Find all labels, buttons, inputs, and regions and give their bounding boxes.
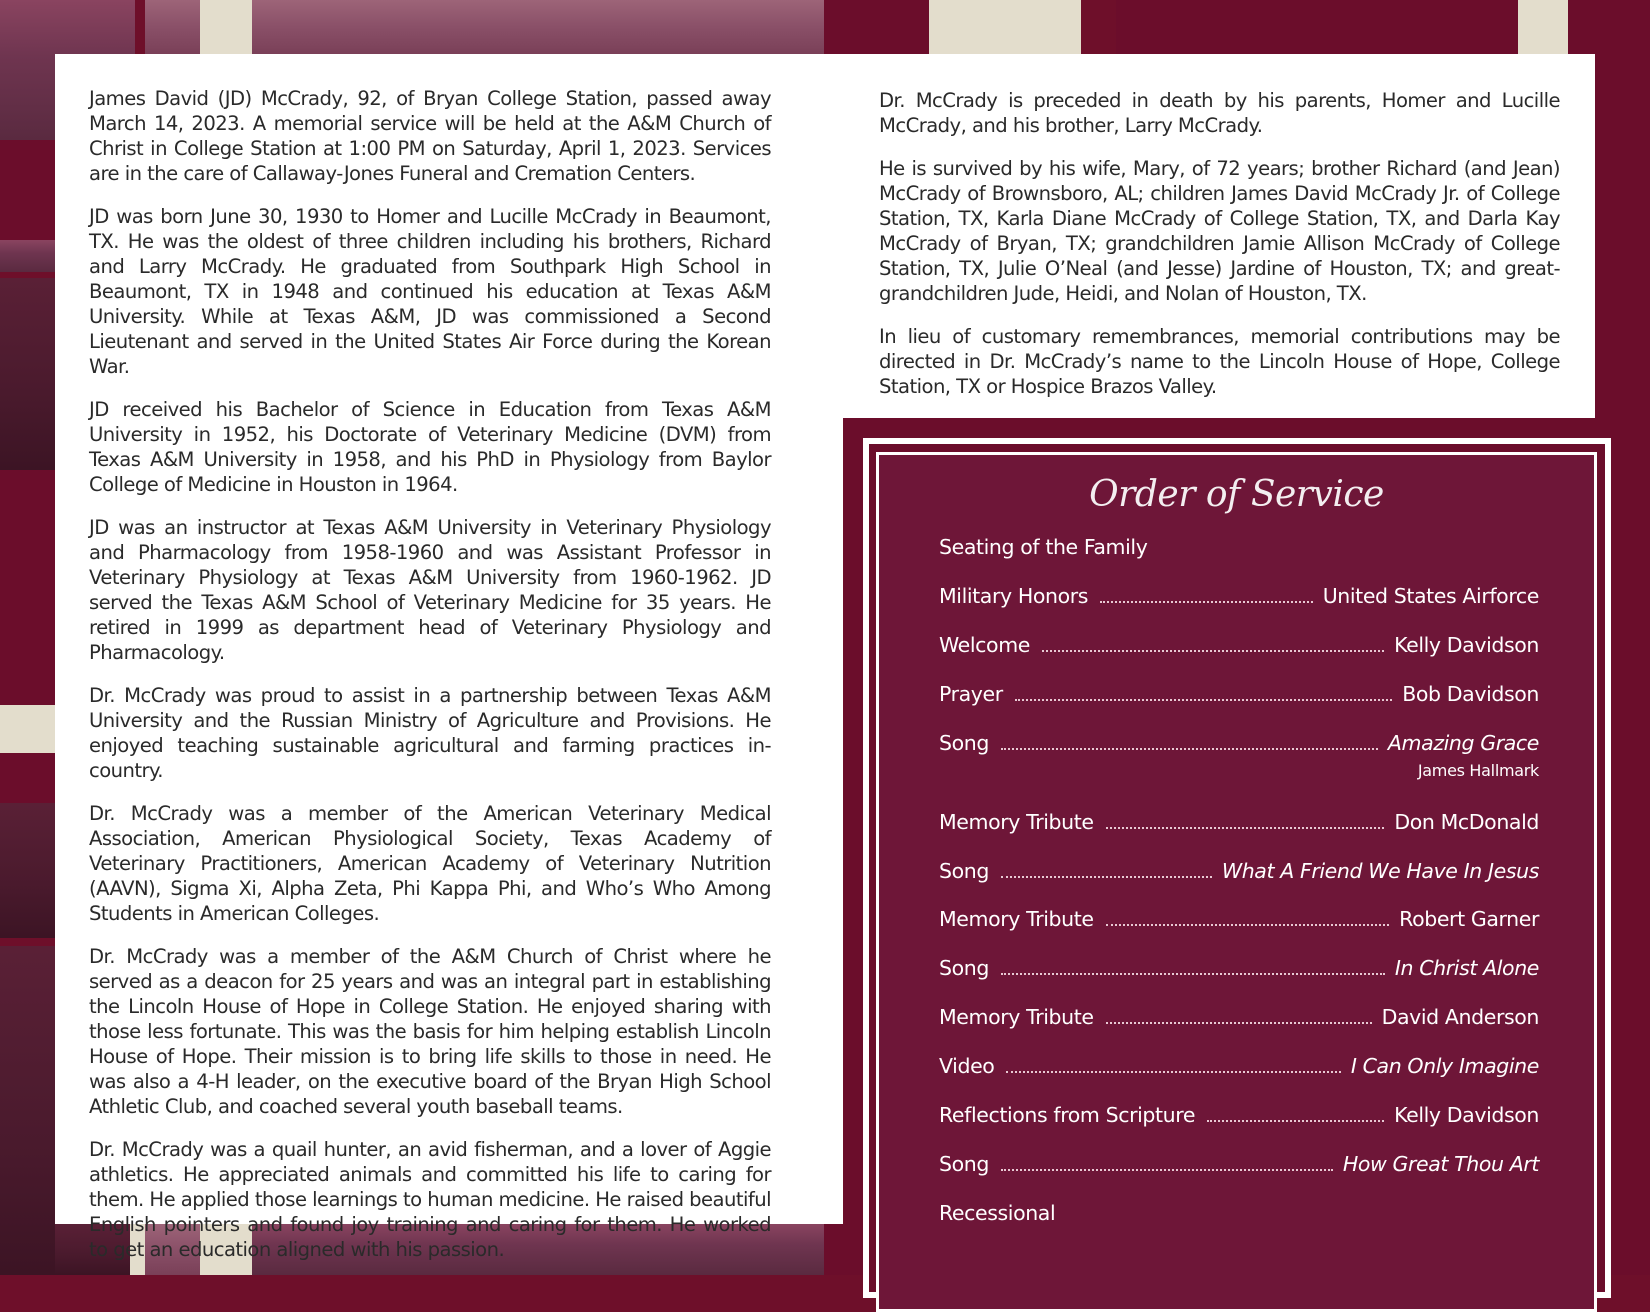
service-item [939,535,1539,559]
dot-leader [1106,1021,1372,1024]
obituary-paragraph: Dr. McCrady is preceded in death by his parents, Homer and Lucille McCrady, and his brother, Larry McCrady. [879,89,1560,137]
service-item-value: United States Airforce [1322,584,1539,608]
service-item-value: Robert Garner [1399,907,1539,931]
dot-leader [1001,972,1385,975]
obituary-paragraph: Dr. McCrady was a member of the A&M Church of Christ where he served as a deacon for 25 years and was an integral part in establishing the Lincoln House of Hope in College Station. He enjoyed sharing with those less fortunate. This was the basis for him helping establish Lincoln House of Hope. Their mission is to bring life skills to those in need. He was also a 4-H leader, on the executive board of the Bryan High School Athletic Club, and coached several youth baseball teams. [89,945,771,1118]
background-maroon-block [0,470,55,705]
background-cream-block [1518,0,1568,54]
service-item-value: Don McDonald [1394,810,1539,834]
service-item [939,1152,1539,1176]
service-item-label: Memory Tribute [939,907,1094,931]
obituary-paragraph: JD was an instructor at Texas A&M University in Veterinary Physiology and Pharmacology from 1958-1960 and was Assistant Professor in Veterinary Physiology at Texas A&M University from 1960-1962. JD served the Texas A&M School of Veterinary Medicine for 35 years. He retired in 1999 as department head of Veterinary Physiology and Pharmacology. [89,516,771,664]
service-item-label: Memory Tribute [939,810,1094,834]
dot-leader [1100,600,1313,603]
service-item-value: Bob Davidson [1402,682,1539,706]
service-item [939,633,1539,657]
order-of-service-title: Order of Service [1089,474,1384,515]
service-item-label: Song [939,1152,989,1176]
background-photo-left [0,803,55,938]
dot-leader [1006,1070,1340,1073]
service-item [939,810,1539,834]
obituary-paragraph: Dr. McCrady was proud to assist in a partnership between Texas A&M University and the Russian Ministry of Agriculture and Provisions. He enjoyed teaching sustainable agricultural and farming practices in-country. [89,684,771,782]
background-photo-top [145,0,200,54]
obituary-paragraph: JD was born June 30, 1930 to Homer and Lucille McCrady in Beaumont, TX. He was the oldest of three children including his brothers, Richard and Larry McCrady. He graduated from Southpark High School in Beaumont, TX in 1948 and continued his education at Texas A&M University. While at Texas A&M, JD was commissioned a Second Lieutenant and served in the United States Air Force during the Korean War. [89,205,771,378]
service-item-value: I Can Only Imagine [1350,1054,1539,1078]
service-item-label: Reflections from Scripture [939,1103,1196,1127]
service-item-value: Amazing Grace [1387,731,1539,755]
service-item-subtitle: James Hallmark [1417,761,1539,780]
background-photo-left [0,946,55,1275]
service-item [939,682,1539,706]
service-item-value: In Christ Alone [1394,956,1539,980]
service-item-label: Seating of the Family [939,535,1148,559]
service-item-label: Song [939,956,989,980]
service-item [939,1103,1539,1127]
dot-leader [1015,698,1392,701]
dot-leader [1042,649,1384,652]
obituary-paragraph: In lieu of customary remembrances, memorial contributions may be directed in Dr. McCrady’s name to the Lincoln House of Hope, College Station, TX or Hospice Brazos Valley. [879,325,1560,398]
dot-leader [1001,875,1212,878]
service-item-value: David Anderson [1381,1005,1539,1029]
background-photo-left [0,240,55,272]
service-item-label: Video [939,1054,995,1078]
service-item-label: Prayer [939,682,1003,706]
obituary-paragraph: James David (JD) McCrady, 92, of Bryan College Station, passed away March 14, 2023. A memorial service will be held at the A&M Church of Christ in College Station at 1:00 PM on Saturday, April 1, 2023. Services are in the care of Callaway-Jones Funeral and Cremation Centers. [89,87,771,185]
obituary-paragraph: JD received his Bachelor of Science in Education from Texas A&M University in 1952, his Doctorate of Veterinary Medicine (DVM) from Texas A&M University in 1958, and his PhD in Physiology from Baylor College of Medicine in Houston in 1964. [89,398,771,496]
background-maroon-block [824,0,929,54]
service-item-label: Welcome [939,633,1030,657]
service-item-value: Kelly Davidson [1394,1103,1539,1127]
service-item-value: Kelly Davidson [1394,633,1539,657]
dot-leader [1106,923,1390,926]
background-photo-left [0,278,55,470]
obituary-paragraph: Dr. McCrady was a member of the American Veterinary Medical Association, American Physiological Society, Texas Academy of Veterinary Practitioners, American Academy of Veterinary Nutrition (AAVN), Sigma Xi, Alpha Zeta, Phi Kappa Phi, and Who’s Who Among Students in American Colleges. [89,802,771,925]
service-item [939,907,1539,931]
background-photo-building [252,0,824,54]
background-cream-block [0,705,55,753]
background-cream-block [929,0,1081,54]
service-item-label: Song [939,731,989,755]
service-item [939,584,1539,608]
service-item-label: Military Honors [939,584,1089,608]
service-item-label: Recessional [939,1201,1056,1225]
background-maroon-block [0,753,55,803]
obituary-right-column [879,88,1560,417]
dot-leader [1106,826,1385,829]
service-item [939,1201,1539,1225]
dot-leader [1207,1119,1384,1122]
service-item [939,956,1539,980]
background-maroon-block [1116,0,1518,54]
service-item-value: What A Friend We Have In Jesus [1221,859,1539,883]
service-item [939,859,1539,883]
background-cream-block [200,0,252,54]
service-item [939,1005,1539,1029]
obituary-paragraph: He is survived by his wife, Mary, of 72 years; brother Richard (and Jean) McCrady of Brownsboro, AL; children James David McCrady Jr. of College Station, TX, Karla Diane McCrady of College Station, TX, and Darla Kay McCrady of Bryan, TX; grandchildren Jamie Allison McCrady of College Station, TX, Julie O’Neal (and Jesse) Jardine of Houston, TX; and great-grandchildren Jude, Heidi, and Nolan of Houston, TX. [879,157,1560,305]
obituary-left-column [89,86,771,1280]
service-item [939,1054,1539,1078]
service-item-value: How Great Thou Art [1342,1152,1539,1176]
background-maroon-block [1595,280,1650,420]
service-item-label: Memory Tribute [939,1005,1094,1029]
obituary-paragraph: Dr. McCrady was a quail hunter, an avid fisherman, and a lover of Aggie athletics. He appreciated animals and committed his life to caring for them. He applied those learnings to human medicine. He raised beautiful English pointers and found joy training and caring for them. He worked to get an education aligned with his passion. [89,1138,772,1261]
service-item [939,731,1539,780]
dot-leader [1001,747,1378,750]
service-item-label: Song [939,859,989,883]
dot-leader [1001,1168,1333,1171]
background-maroon-block [0,140,55,240]
background-maroon-block [824,1224,844,1275]
